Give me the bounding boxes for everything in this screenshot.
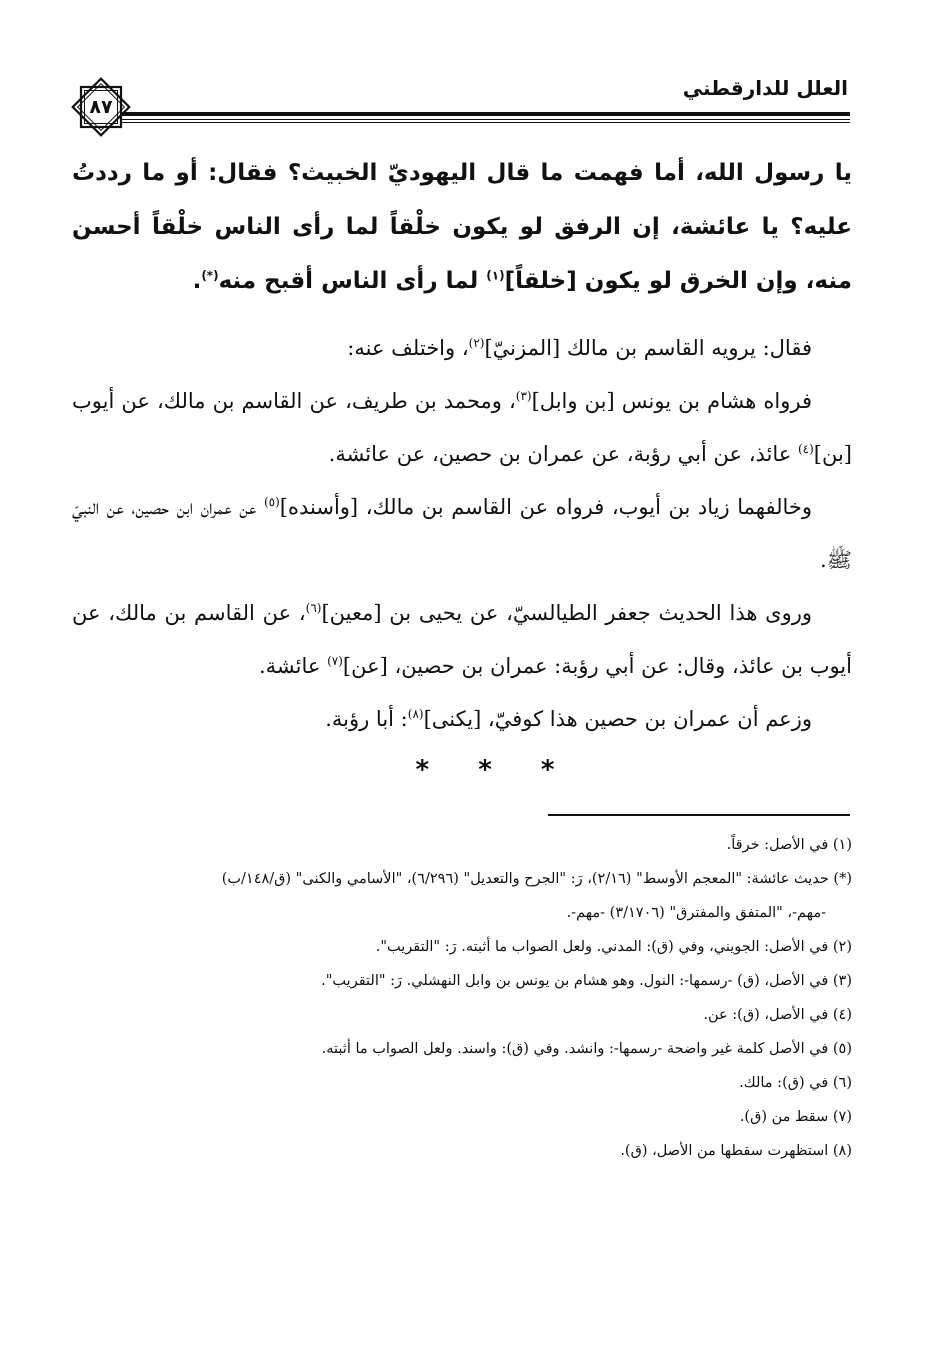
footnote-ref: (٢): [468, 336, 485, 350]
footnote-ref: (٥): [263, 495, 280, 509]
footnote-ref: (٧): [327, 654, 343, 668]
footnote-ref: (٨): [407, 707, 424, 721]
footnote: (٦) في (ق): مالك.: [739, 1075, 852, 1091]
text: عائشة.: [258, 654, 328, 678]
footnote-ref: (٤): [797, 442, 814, 456]
text: ، ومحمد بن طريف، عن القاسم بن مالك، عن أيوب [بن]: [72, 389, 852, 466]
footnote-ref: (٦): [305, 601, 322, 615]
text: وخالفهما زياد بن أيوب، فرواه عن القاسم بن مالك، [وأسنده]: [279, 495, 812, 519]
text: فقال: يرويه القاسم بن مالك [المزنيّ]: [484, 336, 812, 360]
footnote: (٤) في الأصل، (ق): عن.: [703, 1007, 852, 1023]
opening-text-end: لما رأى الناس أقبح منه: [218, 268, 487, 294]
footnote-ref: (*): [201, 268, 219, 283]
paragraph: [72, 322, 852, 375]
text: ، واختلف عنه:: [347, 336, 469, 360]
text: وزعم أن عمران بن حصين هذا كوفيّ، [يكنى]: [423, 707, 812, 731]
opening-text: يا رسول الله، أما فهمت ما قال اليهوديّ الخبيث؟ فقال: أو ما رددتُ عليه؟ يا عائشة، إن الرفق لو يكون خلْقاً لما رأى الناس خلْقاً أحسن منه، وإن الخرق لو يكون [خلقاً]: [72, 160, 852, 294]
text: عائذ، عن أبي رؤبة، عن عمران بن حصين، عن عائشة.: [328, 442, 798, 466]
book-title: العلل للدارقطني: [682, 76, 848, 100]
text: وروى هذا الحديث جعفر الطيالسيّ، عن يحيى بن [معين]: [321, 601, 813, 625]
text: : أبا رؤبة.: [325, 707, 408, 731]
paragraph: [72, 375, 852, 481]
footnote-text: (*) حديث عائشة: "المعجم الأوسط" (٢/١٦)، رَ: "الجرح والتعديل" (٦/٢٩٦)، "الأسامي والكنى" (ق/١٤٨/ب): [221, 871, 852, 887]
footnote: (٨) استظهرت سقطها من الأصل، (ق).: [620, 1143, 852, 1159]
paragraph: [72, 481, 852, 587]
footnote-rule: [548, 814, 850, 816]
footnote-text-continued: -مهم-، "المتفق والمفترق" (٣/١٧٠٦) -مهم-.: [566, 905, 826, 921]
text: ، عن القاسم بن مالك، عن أيوب بن عائذ، وقال: عن أبي رؤبة: عمران بن حصين، [عن]: [72, 601, 852, 678]
opening-period: .: [192, 268, 202, 294]
section-separator-stars: * * *: [415, 755, 555, 785]
footnote: (٥) في الأصل كلمة غير واضحة -رسمها-: وانشد. وفي (ق): واسند. ولعل الصواب ما أثبته.: [321, 1041, 852, 1057]
opening-paragraph: [72, 146, 852, 308]
page-number-badge: [68, 74, 134, 140]
paragraph: [72, 587, 852, 693]
paragraph: [72, 693, 852, 746]
footnote-ref: (١): [486, 268, 505, 283]
text: عن عمران ابن حصين، عن النبيّ ﷺ.: [72, 495, 852, 572]
footnote: (٢) في الأصل: الجويني، وفي (ق): المدني. ولعل الصواب ما أثبته. رَ: "التقريب".: [375, 939, 852, 955]
footnote: (٧) سقط من (ق).: [739, 1109, 852, 1125]
footnote: [72, 862, 852, 930]
footnote: (٣) في الأصل، (ق) -رسمها-: النول. وهو هشام بن يونس بن وابل النهشلي. رَ: "التقريب".: [321, 973, 852, 989]
page-number: ٨٧: [89, 96, 113, 118]
header-rule: [122, 112, 850, 123]
footnote: (١) في الأصل: خرقاً.: [726, 837, 852, 853]
footnotes: [72, 828, 852, 1168]
main-text: [72, 146, 852, 746]
text: فرواه هشام بن يونس [بن وابل]: [531, 389, 812, 413]
page-header: [60, 62, 860, 137]
footnote-ref: (٣): [515, 389, 532, 403]
